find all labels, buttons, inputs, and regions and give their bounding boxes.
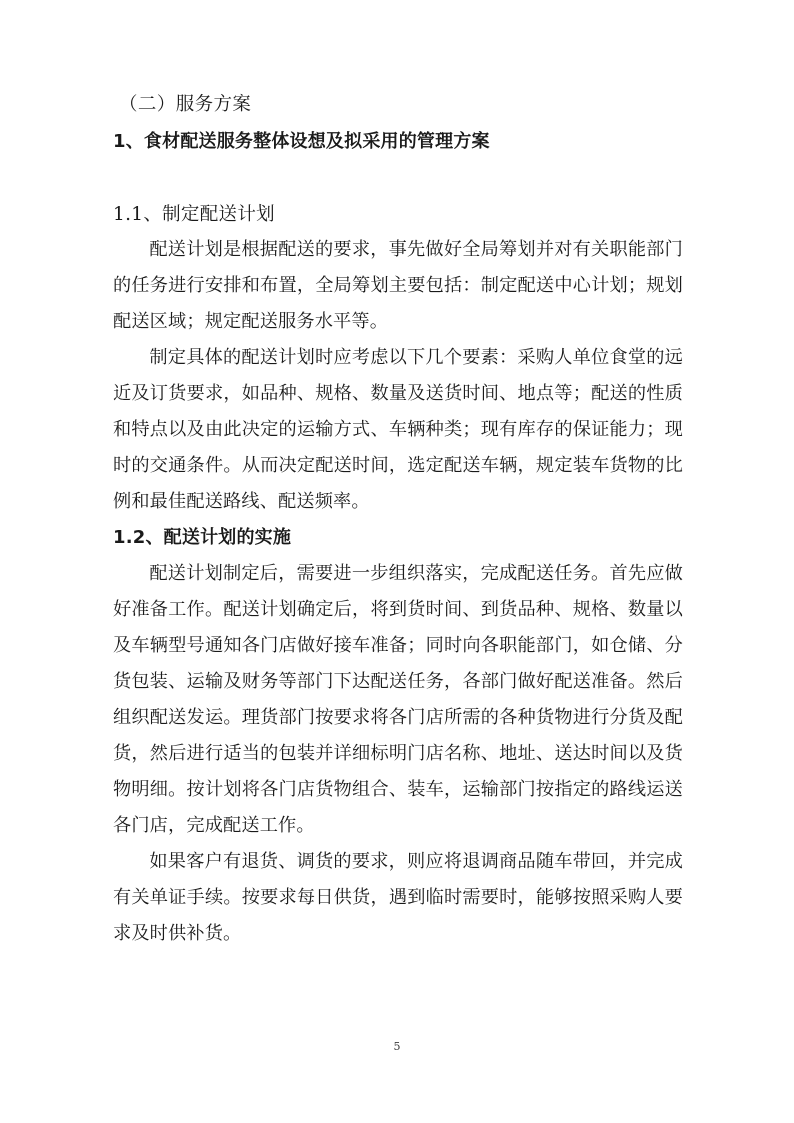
heading-spacer [113,158,683,198]
document-content [113,88,683,952]
major-heading-1: 1、食材配送服务整体设想及拟采用的管理方案 [113,131,490,152]
page-number: 5 [393,1040,401,1053]
paragraph-4: 如果客户有退货、调货的要求，则应将退调商品随车带回，并完成有关单证手续。按要求每日供货，遇到临时需要时，能够按照采购人要求及时供补货。 [113,851,683,944]
paragraph-2: 制定具体的配送计划时应考虑以下几个要素：采购人单位食堂的远近及订货要求，如品种、规格、数量及送货时间、地点等；配送的性质和特点以及由此决定的运输方式、车辆种类；现有库存的保证能力；现时的交通条件。从而决定配送时间，选定配送车辆，规定装车货物的比例和最佳配送路线、配送频率。 [113,347,683,512]
paragraph-3: 配送计划制定后，需要进一步组织落实，完成配送任务。首先应做好准备工作。配送计划确定后，将到货时间、到货品种、规格、数量以及车辆型号通知各门店做好接车准备；同时向各职能部门，如仓储、分货包装、运输及财务等部门下达配送任务，各部门做好配送准备。然后组织配送发运。理货部门按要求将各门店所需的各种货物进行分货及配货，然后进行适当的包装并详细标明门店名称、地址、送达时间以及货物明细。按计划将各门店货物组合、装车，运输部门按指定的路线运送各门店，完成配送工作。 [113,563,683,836]
subheading-1-1: 1.1、制定配送计划 [113,204,275,225]
paragraph-1: 配送计划是根据配送的要求，事先做好全局筹划并对有关职能部门的任务进行安排和布置，全局筹划主要包括：制定配送中心计划；规划配送区域；规定配送服务水平等。 [113,239,683,332]
section-heading: （二）服务方案 [119,94,252,115]
subheading-1-2: 1.2、配送计划的实施 [113,527,292,548]
